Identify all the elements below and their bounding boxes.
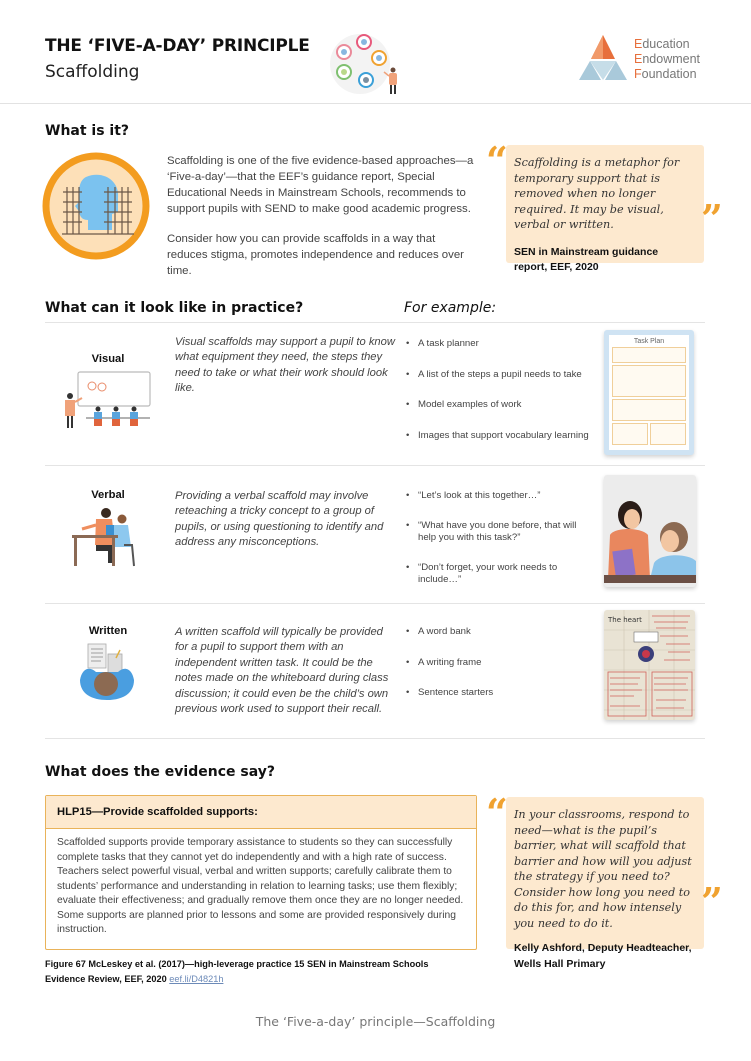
teacher-pupil-talking-icon <box>68 505 146 567</box>
example-item: • “Let’s look at this together…” <box>406 490 596 503</box>
figure-caption <box>45 957 465 987</box>
quote-text: Scaffolding is a metaphor for temporary support that is removed when no longer required. It may be visual, verbal or written. <box>514 156 680 231</box>
example-item: • A list of the steps a pupil needs to take <box>406 369 589 382</box>
example-item: • Images that support vocabulary learning <box>406 430 589 443</box>
example-item: • Model examples of work <box>406 399 589 412</box>
close-quote-icon: ” <box>701 879 723 924</box>
practice-heading: What can it look like in practice? <box>45 300 304 316</box>
examples-list-verbal <box>406 490 596 587</box>
scaffold-head-icon <box>42 152 150 260</box>
page-subtitle: Scaffolding <box>45 62 140 82</box>
caption-link[interactable]: eef.li/D4821h <box>169 974 224 984</box>
divider <box>45 738 705 739</box>
for-example-heading: For example: <box>404 300 497 316</box>
example-item: • A writing frame <box>406 657 493 670</box>
page-title: THE ‘FIVE-A-DAY’ PRINCIPLE <box>45 36 310 56</box>
what-is-it-heading: What is it? <box>45 123 130 139</box>
task-plan-image <box>604 330 694 455</box>
quote-attribution: SEN in Mainstream guidance report, EEF, 2020 <box>514 245 659 273</box>
svg-text:The heart: The heart <box>608 616 642 624</box>
intro-text <box>167 153 477 279</box>
divider <box>45 322 705 323</box>
quote-text: In your classrooms, respond to need—what is the pupil’s barrier, what will scaffold that barrier and how will you adjust the strategy if you need to? Consider how long you need to do this for, and how intensely you need to do it. <box>514 808 692 930</box>
row-description-verbal: Providing a verbal scaffold may involve reteaching a tricky concept to a group of pupils, or using questioning to identify and address any misconceptions. <box>175 490 384 549</box>
evidence-heading: What does the evidence say? <box>45 764 275 780</box>
eef-logo-icon <box>578 33 628 83</box>
row-description-written: A written scaffold will typically be provided for a pupil to support them with an independent written task. It could be the notes made on the whiteboard during class discussion; it could even be the child’s own previous work used to support their recall. <box>175 626 389 716</box>
five-a-day-wheel-icon <box>326 30 406 98</box>
intro-paragraph: Scaffolding is one of the five evidence-based approaches—a ‘Five-a-day’—that the EEF’s guidance report, Special Educational Needs in Mainstream Schools, recommends to support pupils with SEND to make good academic progress. <box>167 155 474 215</box>
example-item: • “Don’t forget, your work needs to include…” <box>406 562 576 587</box>
intro-paragraph: Consider how you can provide scaffolds in a way that reduces stigma, promotes independence and reduces over time. <box>167 233 464 277</box>
row-label-visual: Visual <box>91 353 125 365</box>
caption-text: Figure 67 McLeskey et al. (2017)—high-leverage practice 15 SEN in Mainstream Schools Evidence Review, EEF, 2020 <box>45 959 429 984</box>
divider <box>45 465 705 466</box>
page-footer: The ‘Five-a-day’ principle—Scaffolding <box>255 1014 496 1029</box>
hlp15-box <box>45 795 477 950</box>
definition-quote <box>506 145 704 273</box>
pupil-writing-icon <box>76 640 138 702</box>
example-item: • “What have you done before, that will help you with this task?” <box>406 520 596 545</box>
example-item: • A word bank <box>406 626 493 639</box>
row-label-verbal: Verbal <box>91 489 125 501</box>
close-quote-icon: ” <box>701 196 723 241</box>
open-quote-icon: “ <box>486 790 508 835</box>
quote-attribution: Kelly Ashford, Deputy Headteacher, Wells Hall Primary <box>514 942 692 970</box>
hlp15-title: HLP15—Provide scaffolded supports: <box>46 796 476 829</box>
task-plan-title: Task Plan <box>633 338 665 345</box>
row-description-visual: Visual scaffolds may support a pupil to know what equipment they need, the steps they need to take or what their work should look like. <box>175 336 395 395</box>
example-item: • A task planner <box>406 338 589 351</box>
hlp15-body: Scaffolded supports provide temporary assistance to students so they can successfully complete tasks that they cannot yet do independently and with a high rate of success. Teachers select powerful visual, verbal and written supports; carefully calibrate them to students’ performance and understanding in relation to learning tasks; use them flexibly; evaluate their effectiveness; and gradually remove them once they are no longer needed. Some supports are planned prior to lessons and some are provided responsively during instruction. <box>57 837 464 935</box>
examples-list-written <box>406 626 493 700</box>
practitioner-quote <box>506 797 704 970</box>
eef-logo-text: Education Endowment Foundation <box>634 37 701 81</box>
writing-frame-photo <box>604 610 695 720</box>
examples-list-visual <box>406 338 589 442</box>
row-label-written: Written <box>88 625 128 637</box>
teacher-pupil-image <box>604 475 696 587</box>
classroom-whiteboard-icon <box>62 370 152 432</box>
divider <box>45 603 705 604</box>
open-quote-icon: “ <box>486 138 508 183</box>
example-item: • Sentence starters <box>406 687 493 700</box>
page-header <box>0 0 751 104</box>
